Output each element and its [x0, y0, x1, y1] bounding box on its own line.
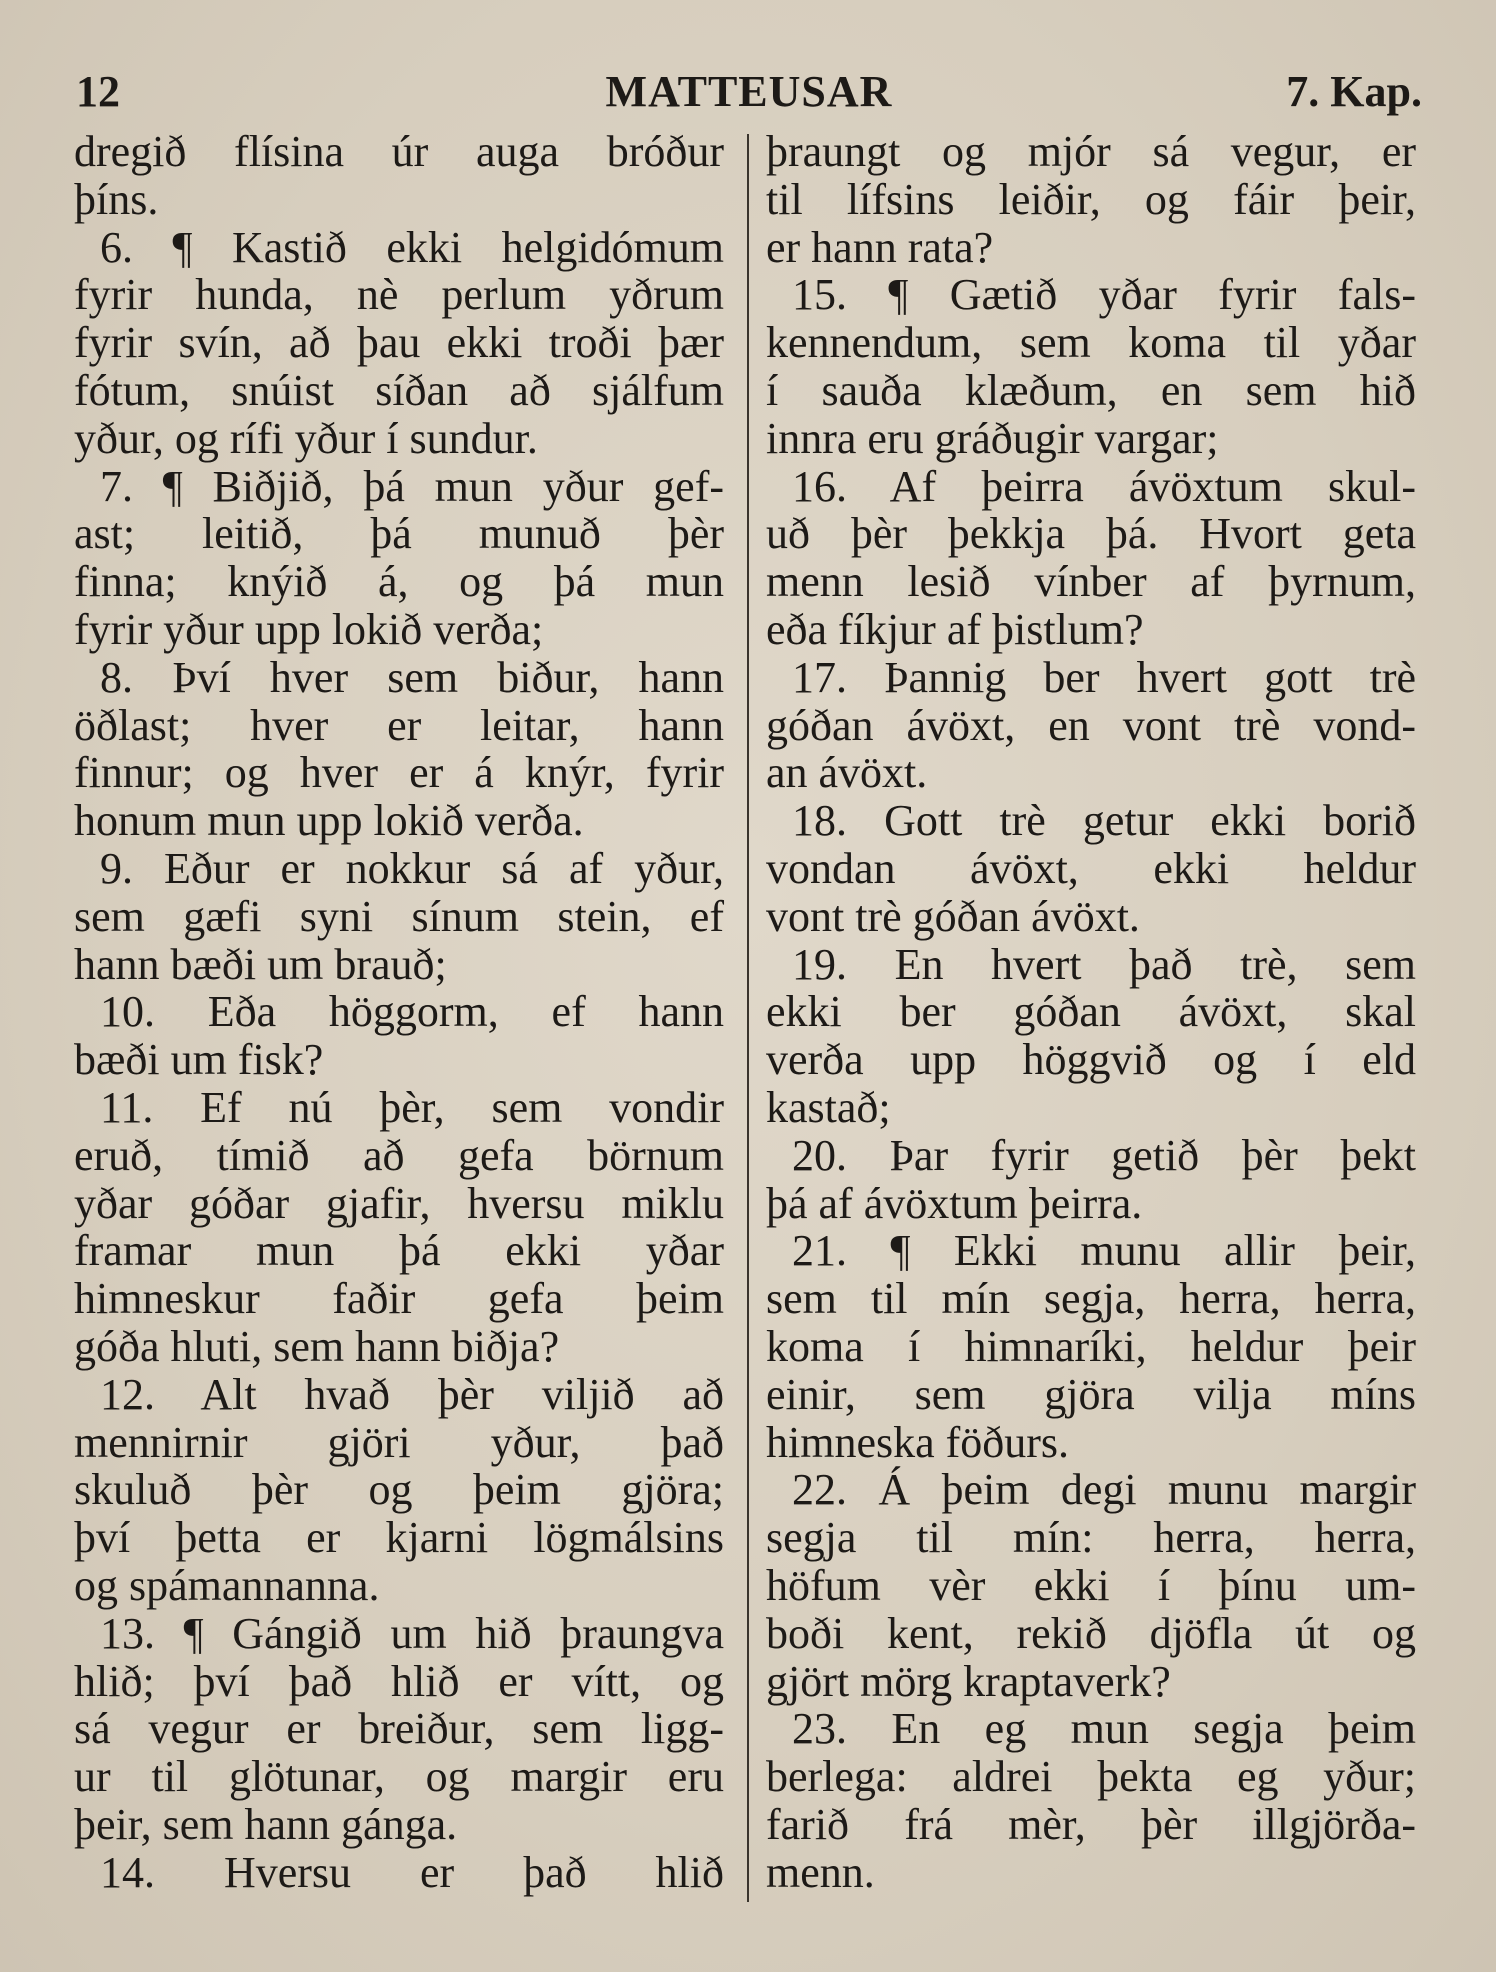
running-header — [76, 62, 1422, 122]
text-line: 10. Eða höggorm, ef hann — [100, 987, 724, 1037]
text-line: bæði um fisk? — [74, 1035, 324, 1085]
text-line: þíns. — [74, 174, 159, 224]
text-line: mennirnir gjöri yður, það — [74, 1417, 724, 1467]
right-text-column — [766, 128, 1416, 1896]
text-line: eruð, tímið að gefa börnum — [74, 1130, 724, 1180]
text-line: góðan ávöxt, en vont trè vond- — [766, 700, 1416, 750]
text-line: því þetta er kjarni lögmálsins — [74, 1513, 724, 1563]
text-line: innra eru gráðugir vargar; — [766, 413, 1219, 463]
text-line: sem til mín segja, herra, herra, — [766, 1274, 1416, 1324]
text-line: 13. ¶ Gángið um hið þraungva — [100, 1608, 724, 1658]
text-line: kennendum, sem koma til yðar — [766, 318, 1416, 368]
text-line: góða hluti, sem hann biðja? — [74, 1321, 560, 1371]
text-line: 22. Á þeim degi munu margir — [792, 1465, 1416, 1515]
text-line: fyrir yður upp lokið verða; — [74, 604, 544, 654]
text-line: ekki ber góðan ávöxt, skal — [766, 987, 1416, 1037]
text-line: yður, og rífi yður í sundur. — [74, 413, 538, 463]
column-divider — [747, 134, 749, 1902]
text-line: 6. ¶ Kastið ekki helgidómum — [100, 222, 724, 272]
left-text-column — [74, 128, 724, 1896]
text-line: er hann rata? — [766, 222, 994, 272]
text-line: finnur; og hver er á knýr, fyrir — [74, 748, 724, 798]
text-line: 16. Af þeirra ávöxtum skul- — [792, 461, 1416, 511]
text-line: þá af ávöxtum þeirra. — [766, 1178, 1143, 1228]
text-line: 15. ¶ Gætið yðar fyrir fals- — [792, 270, 1416, 320]
text-line: 9. Eður er nokkur sá af yður, — [100, 843, 724, 893]
text-line: menn lesið vínber af þyrnum, — [766, 557, 1416, 607]
text-line: vondan ávöxt, ekki heldur — [766, 843, 1416, 893]
text-line: farið frá mèr, þèr illgjörða- — [766, 1799, 1416, 1849]
text-line: 17. Þannig ber hvert gott trè — [792, 652, 1416, 702]
text-line: koma í himnaríki, heldur þeir — [766, 1321, 1416, 1371]
page-number: 12 — [76, 67, 120, 116]
text-line: hann bæði um brauð; — [74, 939, 447, 989]
text-line: segja til mín: herra, herra, — [766, 1513, 1416, 1563]
text-line: 7. ¶ Biðjið, þá mun yður gef- — [100, 461, 724, 511]
text-line: dregið flísina úr auga bróður — [74, 127, 724, 176]
text-line: fyrir hunda, nè perlum yðrum — [74, 270, 724, 320]
text-line: boði kent, rekið djöfla út og — [766, 1608, 1416, 1658]
text-line: berlega: aldrei þekta eg yður; — [766, 1752, 1416, 1802]
text-line: an ávöxt. — [766, 748, 928, 798]
text-line: eða fíkjur af þistlum? — [766, 604, 1144, 654]
text-line: framar mun þá ekki yðar — [74, 1226, 724, 1276]
text-line: 8. Því hver sem biður, hann — [100, 652, 724, 702]
text-line: 11. Ef nú þèr, sem vondir — [100, 1082, 724, 1132]
text-line: kastað; — [766, 1082, 891, 1132]
text-line: til lífsins leiðir, og fáir þeir, — [766, 174, 1416, 224]
text-line: fótum, snúist síðan að sjálfum — [74, 365, 724, 415]
text-line: hlið; því það hlið er vítt, og — [74, 1656, 724, 1706]
text-line: ast; leitið, þá munuð þèr — [74, 509, 724, 559]
text-line: fyrir svín, að þau ekki troði þær — [74, 318, 724, 368]
book-title: MATTEUSAR — [605, 67, 893, 116]
text-line: 23. En eg mun segja þeim — [792, 1704, 1416, 1754]
text-line: þraungt og mjór sá vegur, er — [766, 127, 1416, 176]
text-line: uð þèr þekkja þá. Hvort geta — [766, 509, 1416, 559]
text-line: himneska föðurs. — [766, 1417, 1070, 1467]
text-line: skuluð þèr og þeim gjöra; — [74, 1465, 724, 1515]
text-line: í sauða klæðum, en sem hið — [766, 365, 1416, 415]
text-line: ur til glötunar, og margir eru — [74, 1752, 724, 1802]
text-line: þeir, sem hann gánga. — [74, 1799, 458, 1849]
text-line: og spámannanna. — [74, 1560, 380, 1610]
text-line: 19. En hvert það trè, sem — [792, 939, 1416, 989]
text-line: 12. Alt hvað þèr viljið að — [100, 1369, 724, 1419]
text-line: finna; knýið á, og þá mun — [74, 557, 724, 607]
text-line: sá vegur er breiður, sem ligg- — [74, 1704, 724, 1754]
text-line: 14. Hversu er það hlið — [100, 1847, 724, 1897]
text-line: einir, sem gjöra vilja míns — [766, 1369, 1416, 1419]
text-line: 18. Gott trè getur ekki borið — [792, 796, 1416, 846]
text-line: verða upp höggvið og í eld — [766, 1035, 1416, 1085]
text-line: gjört mörg kraptaverk? — [766, 1656, 1171, 1706]
text-line: himneskur faðir gefa þeim — [74, 1274, 724, 1324]
text-line: honum mun upp lokið verða. — [74, 796, 584, 846]
text-line: yðar góðar gjafir, hversu miklu — [74, 1178, 724, 1228]
text-line: öðlast; hver er leitar, hann — [74, 700, 724, 750]
text-line: menn. — [766, 1847, 875, 1897]
text-line: sem gæfi syni sínum stein, ef — [74, 891, 724, 941]
text-line: vont trè góðan ávöxt. — [766, 891, 1140, 941]
text-line: 20. Þar fyrir getið þèr þekt — [792, 1130, 1416, 1180]
chapter-label: 7. Kap. — [1286, 67, 1422, 116]
text-line: 21. ¶ Ekki munu allir þeir, — [792, 1226, 1416, 1276]
text-line: höfum vèr ekki í þínu um- — [766, 1560, 1416, 1610]
